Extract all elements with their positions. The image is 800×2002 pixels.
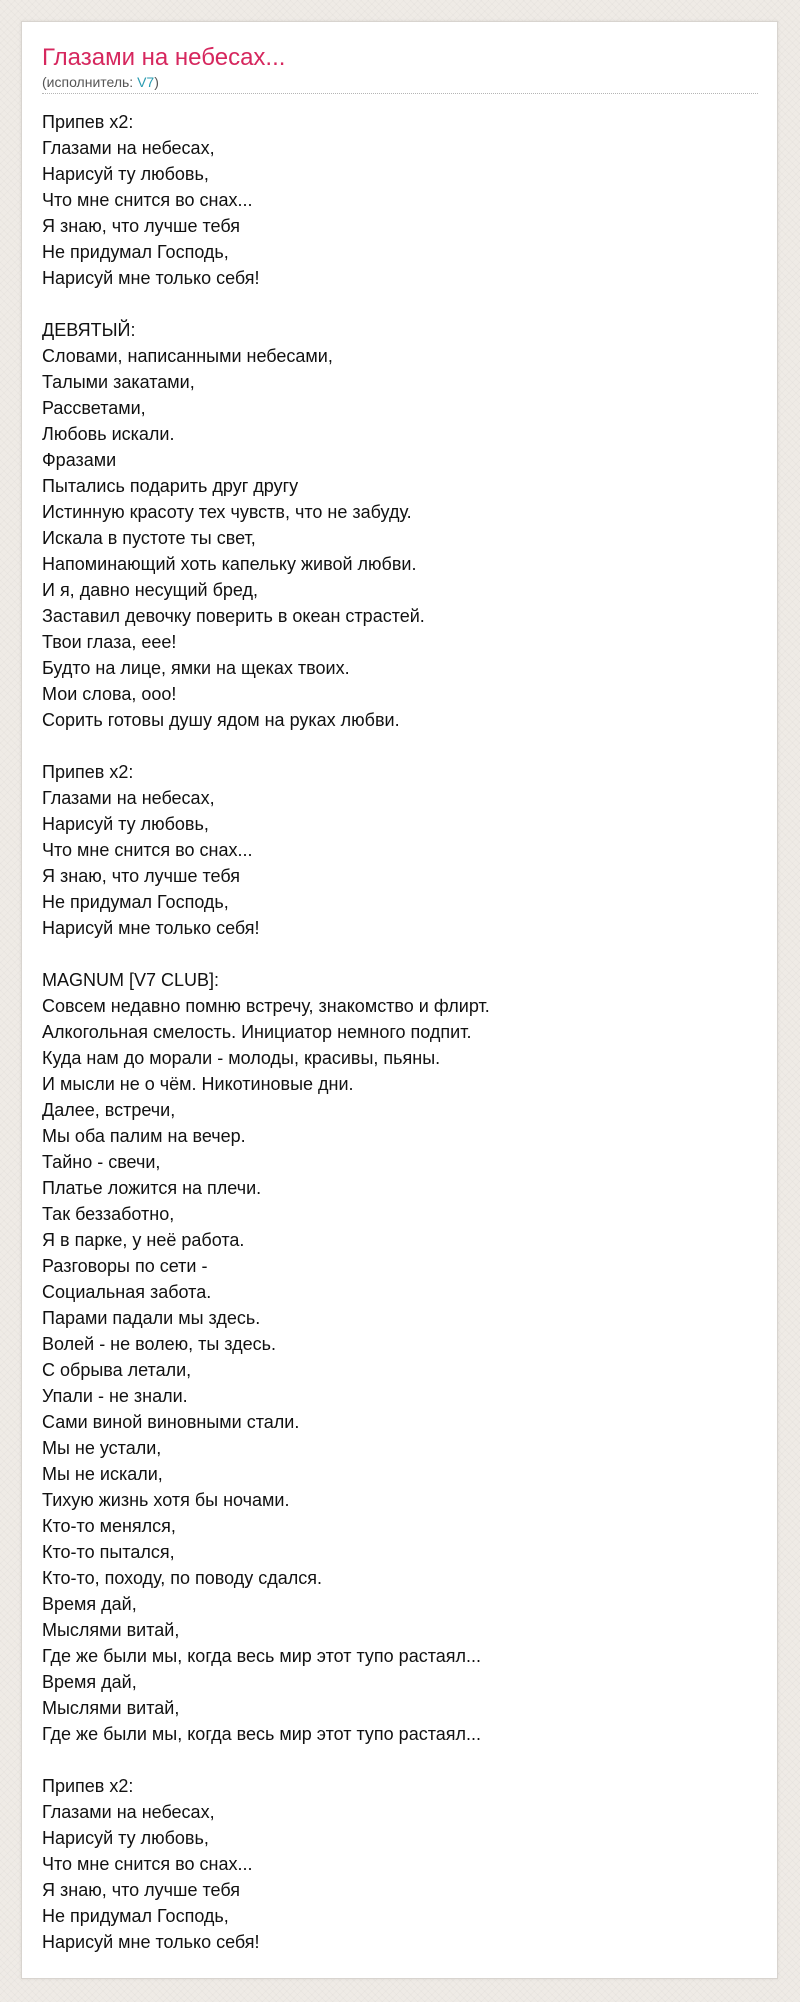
stanza-heading: Припев х2:: [42, 1776, 134, 1796]
lyric-line: И я, давно несущий бред,: [42, 580, 259, 600]
lyric-line: Где же были мы, когда весь мир этот тупо растаял...: [42, 1646, 482, 1666]
lyric-line: Не придумал Господь,: [42, 1906, 229, 1926]
lyric-line: Платье ложится на плечи.: [42, 1178, 262, 1198]
lyric-line: Разговоры по сети -: [42, 1256, 208, 1276]
lyric-line: Кто-то пытался,: [42, 1542, 175, 1562]
song-header: [42, 42, 758, 94]
artist-line: [42, 73, 159, 91]
lyric-line: Кто-то, походу, по поводу сдался.: [42, 1568, 323, 1588]
lyric-line: Нарисуй мне только себя!: [42, 1932, 260, 1952]
lyric-line: Время дай,: [42, 1672, 137, 1692]
lyric-line: Нарисуй ту любовь,: [42, 1828, 209, 1848]
lyric-line: Волей - не волею, ты здесь.: [42, 1334, 277, 1354]
lyric-line: Мы не искали,: [42, 1464, 163, 1484]
lyric-line: Что мне снится во снах...: [42, 840, 253, 860]
lyric-line: Я знаю, что лучше тебя: [42, 216, 240, 236]
lyric-line: Мы не устали,: [42, 1438, 162, 1458]
stanza-heading: ДЕВЯТЫЙ:: [42, 320, 136, 340]
lyric-line: Я знаю, что лучше тебя: [42, 1880, 240, 1900]
stanza-gap: [42, 291, 758, 317]
lyric-line: И мысли не о чём. Никотиновые дни.: [42, 1074, 354, 1094]
stanza-heading: Припев х2:: [42, 112, 134, 132]
lyric-line: Нарисуй мне только себя!: [42, 918, 260, 938]
stanza-gap: [42, 1747, 758, 1773]
lyric-line: Алкогольная смелость. Инициатор немного подпит.: [42, 1022, 472, 1042]
lyric-line: Будто на лице, ямки на щеках твоих.: [42, 658, 350, 678]
lyric-line: Нарисуй ту любовь,: [42, 814, 209, 834]
lyric-line: Кто-то менялся,: [42, 1516, 176, 1536]
lyric-line: Что мне снится во снах...: [42, 1854, 253, 1874]
lyric-line: Тайно - свечи,: [42, 1152, 161, 1172]
lyric-line: Где же были мы, когда весь мир этот тупо растаял...: [42, 1724, 482, 1744]
lyric-line: Истинную красоту тех чувств, что не забуду.: [42, 502, 412, 522]
lyric-line: Парами падали мы здесь.: [42, 1308, 261, 1328]
lyric-line: Глазами на небесах,: [42, 1802, 215, 1822]
lyric-line: Мыслями витай,: [42, 1698, 180, 1718]
lyric-line: Социальная забота.: [42, 1282, 212, 1302]
lyric-line: Так беззаботно,: [42, 1204, 175, 1224]
song-title: Глазами на небесах...: [42, 44, 286, 71]
artist-suffix: ): [154, 74, 159, 90]
lyric-line: Время дай,: [42, 1594, 137, 1614]
lyric-line: Нарисуй ту любовь,: [42, 164, 209, 184]
lyric-line: Напоминающий хоть капельку живой любви.: [42, 554, 417, 574]
lyric-line: Тихую жизнь хотя бы ночами.: [42, 1490, 290, 1510]
lyric-line: Не придумал Господь,: [42, 242, 229, 262]
lyric-line: Нарисуй мне только себя!: [42, 268, 260, 288]
lyric-line: Мои слова, ооо!: [42, 684, 177, 704]
lyrics-body: [42, 109, 758, 1955]
lyric-line: Упали - не знали.: [42, 1386, 188, 1406]
lyric-line: С обрыва летали,: [42, 1360, 192, 1380]
lyric-line: Сами виной виновными стали.: [42, 1412, 300, 1432]
lyric-line: Что мне снится во снах...: [42, 190, 253, 210]
stanza-heading: MAGNUM [V7 CLUB]:: [42, 970, 220, 990]
lyric-line: Я знаю, что лучше тебя: [42, 866, 240, 886]
artist-prefix: (исполнитель:: [42, 74, 138, 90]
lyric-line: Глазами на небесах,: [42, 138, 215, 158]
lyric-line: Мы оба палим на вечер.: [42, 1126, 246, 1146]
lyric-line: Далее, встречи,: [42, 1100, 176, 1120]
lyric-line: Мыслями витай,: [42, 1620, 180, 1640]
stanza-heading: Припев х2:: [42, 762, 134, 782]
artist-link[interactable]: V7: [137, 74, 155, 90]
stanza-gap: [42, 733, 758, 759]
lyric-line: Заставил девочку поверить в океан страстей.: [42, 606, 425, 626]
lyric-line: Пытались подарить друг другу: [42, 476, 299, 496]
lyric-line: Словами, написанными небесами,: [42, 346, 333, 366]
stanza-gap: [42, 941, 758, 967]
lyrics-card: [21, 21, 778, 1979]
lyric-line: Я в парке, у неё работа.: [42, 1230, 245, 1250]
lyric-line: Талыми закатами,: [42, 372, 195, 392]
lyric-line: Сорить готовы душу ядом на руках любви.: [42, 710, 400, 730]
lyric-line: Искала в пустоте ты свет,: [42, 528, 256, 548]
lyric-line: Любовь искали.: [42, 424, 175, 444]
lyric-line: Твои глаза, еее!: [42, 632, 177, 652]
lyric-line: Куда нам до морали - молоды, красивы, пьяны.: [42, 1048, 441, 1068]
lyric-line: Глазами на небесах,: [42, 788, 215, 808]
lyric-line: Не придумал Господь,: [42, 892, 229, 912]
lyric-line: Фразами: [42, 450, 117, 470]
lyric-line: Рассветами,: [42, 398, 146, 418]
lyric-line: Совсем недавно помню встречу, знакомство и флирт.: [42, 996, 490, 1016]
